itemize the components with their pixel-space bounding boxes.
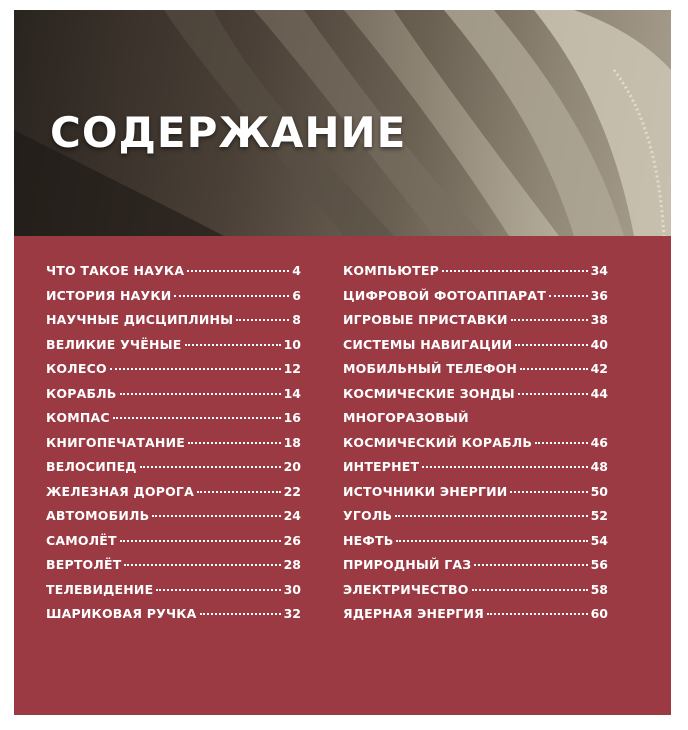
toc-entry-title: СИСТЕМЫ НАВИГАЦИИ bbox=[343, 336, 513, 352]
dot-leader bbox=[236, 319, 289, 321]
toc-entry-page-number: 4 bbox=[292, 263, 301, 278]
contents-panel bbox=[14, 236, 671, 715]
dot-leader bbox=[174, 295, 289, 297]
toc-entry-page-number: 34 bbox=[590, 263, 608, 278]
toc-entry bbox=[46, 263, 301, 288]
toc-entry-page-number: 50 bbox=[590, 483, 608, 499]
toc-entry-page-number: 48 bbox=[590, 459, 608, 474]
dot-leader bbox=[511, 319, 588, 321]
toc-entry-title: ИСТОРИЯ НАУКИ bbox=[46, 287, 172, 303]
toc-entry bbox=[343, 557, 608, 582]
toc-entry-page-number: 12 bbox=[283, 361, 301, 376]
dot-leader bbox=[535, 442, 587, 444]
toc-column-left bbox=[46, 263, 301, 631]
toc-entry bbox=[46, 435, 301, 460]
toc-column-right bbox=[343, 263, 608, 631]
toc-entry bbox=[343, 582, 608, 607]
toc-entry bbox=[343, 312, 608, 337]
dot-leader bbox=[200, 613, 281, 615]
toc-entry bbox=[46, 582, 301, 607]
toc-entry-title: КОМПАС bbox=[46, 410, 110, 425]
toc-entry bbox=[343, 410, 608, 435]
toc-entry-title: МНОГОРАЗОВЫЙ bbox=[343, 410, 469, 425]
toc-entry-page-number: 24 bbox=[283, 508, 301, 523]
toc-entry-title: ЧТО ТАКОЕ НАУКА bbox=[46, 263, 185, 278]
toc-entry-page-number: 20 bbox=[283, 459, 301, 474]
toc-entry-title: ЖЕЛЕЗНАЯ ДОРОГА bbox=[46, 483, 194, 499]
dot-leader bbox=[120, 540, 281, 542]
dot-leader bbox=[515, 344, 587, 346]
toc-entry-title: ПРИРОДНЫЙ ГАЗ bbox=[343, 557, 472, 572]
toc-entry-page-number: 52 bbox=[590, 508, 608, 523]
toc-entry-title: ИГРОВЫЕ ПРИСТАВКИ bbox=[343, 312, 508, 327]
toc-entry-title: ИСТОЧНИКИ ЭНЕРГИИ bbox=[343, 483, 508, 499]
toc-entry-page-number: 18 bbox=[283, 434, 301, 450]
toc-entry-page-number: 56 bbox=[590, 557, 608, 572]
toc-entry-title: КОЛЕСО bbox=[46, 361, 107, 376]
toc-entry bbox=[46, 484, 301, 509]
toc-entry bbox=[343, 361, 608, 386]
toc-entry-page-number: 26 bbox=[283, 532, 301, 548]
dot-leader bbox=[395, 515, 587, 517]
dot-leader bbox=[152, 515, 280, 517]
dot-leader bbox=[113, 417, 281, 419]
toc-entry-page-number: 42 bbox=[590, 361, 608, 376]
dot-leader bbox=[124, 564, 280, 566]
toc-entry bbox=[46, 288, 301, 313]
toc-entry bbox=[343, 337, 608, 362]
dot-leader bbox=[187, 270, 289, 272]
toc-entry-page-number: 32 bbox=[283, 606, 301, 621]
toc-entry-page-number: 8 bbox=[292, 312, 301, 327]
toc-entry bbox=[46, 508, 301, 533]
toc-entry-title: ИНТЕРНЕТ bbox=[343, 459, 420, 474]
toc-entry-page-number: 22 bbox=[283, 483, 301, 499]
dot-leader bbox=[510, 491, 587, 493]
toc-entry-title: ЦИФРОВОЙ ФОТОАППАРАТ bbox=[343, 287, 547, 303]
toc-entry bbox=[343, 606, 608, 631]
toc-entry-page-number: 30 bbox=[283, 581, 301, 597]
toc-entry-page-number: 6 bbox=[292, 287, 301, 303]
toc-entry-page-number: 10 bbox=[283, 336, 301, 352]
toc-entry bbox=[46, 337, 301, 362]
toc-entry bbox=[343, 459, 608, 484]
dot-leader bbox=[396, 540, 587, 542]
toc-entry-page-number: 58 bbox=[590, 581, 608, 597]
toc-entry-title: АВТОМОБИЛЬ bbox=[46, 508, 150, 523]
toc-entry bbox=[46, 557, 301, 582]
toc-entry-title: МОБИЛЬНЫЙ ТЕЛЕФОН bbox=[343, 361, 518, 376]
toc-entry-page-number: 16 bbox=[283, 410, 301, 425]
toc-entry bbox=[343, 288, 608, 313]
toc-entry-title: ШАРИКОВАЯ РУЧКА bbox=[46, 606, 197, 621]
dot-leader bbox=[487, 613, 588, 615]
dot-leader bbox=[518, 393, 588, 395]
toc-entry-page-number: 46 bbox=[590, 434, 608, 450]
dot-leader bbox=[197, 491, 281, 493]
toc-entry-title: САМОЛЁТ bbox=[46, 532, 117, 548]
toc-entry-title: ВЕЛОСИПЕД bbox=[46, 459, 137, 474]
toc-entry bbox=[343, 508, 608, 533]
toc-entry-page-number: 36 bbox=[590, 287, 608, 303]
toc-entry-title: КОРАБЛЬ bbox=[46, 385, 117, 401]
toc-entry-title: КНИГОПЕЧАТАНИЕ bbox=[46, 434, 185, 450]
toc-entry-title: УГОЛЬ bbox=[343, 508, 393, 523]
dot-leader bbox=[188, 442, 281, 444]
toc-entry-title: КОСМИЧЕСКИЕ ЗОНДЫ bbox=[343, 385, 515, 401]
toc-entry-title: НАУЧНЫЕ ДИСЦИПЛИНЫ bbox=[46, 312, 234, 327]
toc-entry-page-number: 40 bbox=[590, 336, 608, 352]
toc-entry bbox=[46, 459, 301, 484]
toc-entry bbox=[343, 435, 608, 460]
toc-entry-title: КОСМИЧЕСКИЙ КОРАБЛЬ bbox=[343, 434, 533, 450]
page-title: СОДЕРЖАНИЕ bbox=[50, 108, 407, 157]
toc-entry-title: ТЕЛЕВИДЕНИЕ bbox=[46, 581, 154, 597]
toc-entry bbox=[343, 263, 608, 288]
dot-leader bbox=[110, 368, 281, 370]
toc-entry-page-number: 14 bbox=[283, 385, 301, 401]
dot-leader bbox=[472, 589, 588, 591]
dot-leader bbox=[120, 393, 281, 395]
toc-entry-page-number: 28 bbox=[283, 557, 301, 572]
book-page bbox=[14, 10, 671, 715]
toc-entry bbox=[343, 484, 608, 509]
dot-leader bbox=[156, 589, 280, 591]
toc-entry bbox=[46, 606, 301, 631]
toc-entry-page-number: 60 bbox=[590, 606, 608, 621]
toc-entry-title: КОМПЬЮТЕР bbox=[343, 263, 439, 278]
dot-leader bbox=[442, 270, 588, 272]
toc-entry bbox=[343, 386, 608, 411]
dot-leader bbox=[185, 344, 281, 346]
dot-leader bbox=[474, 564, 587, 566]
toc-entry bbox=[46, 361, 301, 386]
toc-entry bbox=[46, 386, 301, 411]
dot-leader bbox=[549, 295, 588, 297]
dot-leader bbox=[140, 466, 281, 468]
toc-entry-page-number: 54 bbox=[590, 532, 608, 548]
dot-leader bbox=[422, 466, 587, 468]
toc-entry-title: ЭЛЕКТРИЧЕСТВО bbox=[343, 581, 469, 597]
toc-entry-page-number: 38 bbox=[590, 312, 608, 327]
toc-entry bbox=[46, 533, 301, 558]
toc-entry-page-number: 44 bbox=[590, 385, 608, 401]
dot-leader bbox=[520, 368, 588, 370]
toc-entry-title: ВЕРТОЛЁТ bbox=[46, 557, 122, 572]
toc-entry-title: ВЕЛИКИЕ УЧЁНЫЕ bbox=[46, 336, 182, 352]
toc-entry bbox=[46, 410, 301, 435]
hero-photo bbox=[14, 10, 671, 236]
toc-entry-title: НЕФТЬ bbox=[343, 532, 394, 548]
toc-entry bbox=[343, 533, 608, 558]
toc-entry-title: ЯДЕРНАЯ ЭНЕРГИЯ bbox=[343, 606, 484, 621]
toc-entry bbox=[46, 312, 301, 337]
